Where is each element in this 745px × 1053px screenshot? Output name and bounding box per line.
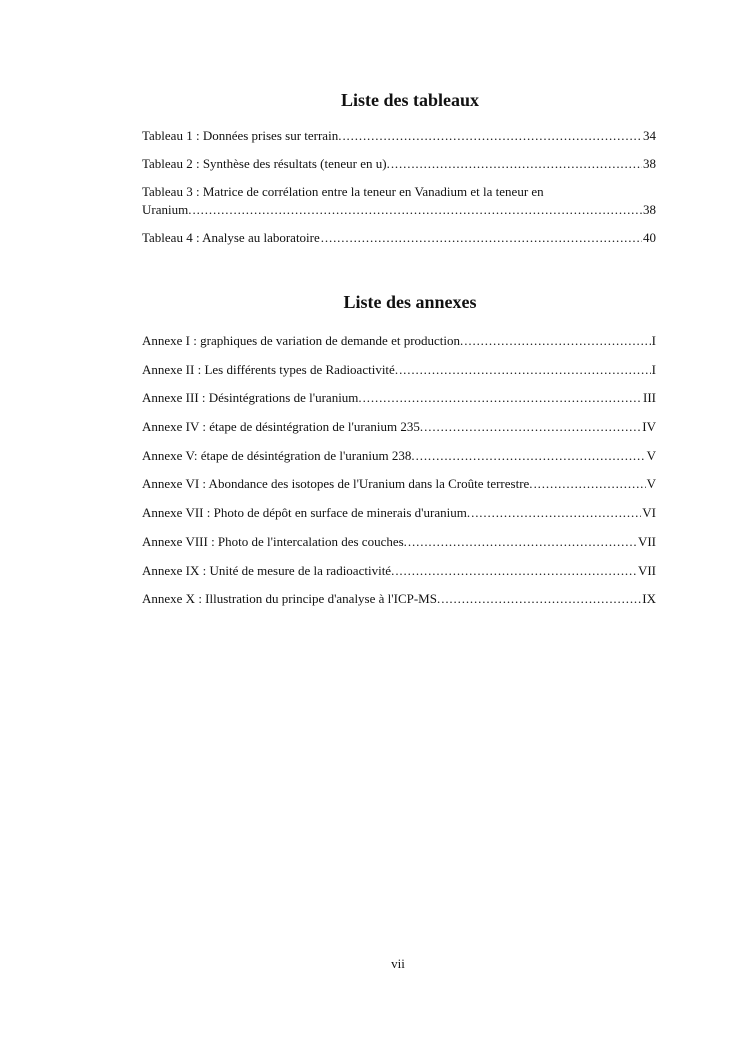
annexes-list xyxy=(142,332,656,619)
toc-entry-label: Annexe III : Désintégrations de l'uranium. xyxy=(142,390,362,406)
toc-entry-annexe-4[interactable] xyxy=(142,418,656,436)
toc-entry-page: VI xyxy=(642,505,656,521)
toc-entry-annexe-2[interactable] xyxy=(142,361,656,379)
annexes-list-title: Liste des annexes xyxy=(343,292,477,312)
toc-entry-page: III xyxy=(643,390,656,406)
toc-entry-page: V xyxy=(646,476,656,492)
toc-entry-label: Uranium. xyxy=(142,202,192,217)
toc-entry-annexe-10[interactable] xyxy=(142,590,656,608)
toc-entry-annexe-6[interactable] xyxy=(142,475,656,493)
dot-leader xyxy=(534,475,646,493)
toc-entry-label: Annexe VII : Photo de dépôt en surface de minerais d'uranium. xyxy=(142,505,471,521)
toc-entry-tableau-1[interactable] xyxy=(142,127,656,145)
dot-leader xyxy=(321,229,642,247)
toc-entry-annexe-9[interactable] xyxy=(142,562,656,580)
toc-entry-annexe-8[interactable] xyxy=(142,533,656,551)
dot-leader xyxy=(441,590,641,608)
dot-leader xyxy=(424,418,641,436)
toc-entry-page: V xyxy=(646,447,656,463)
toc-entry-label: Annexe V: étape de désintégration de l'uranium 238. xyxy=(142,447,415,463)
toc-entry-label: Annexe VI : Abondance des isotopes de l'Uranium dans la Croûte terrestre. xyxy=(142,476,533,492)
toc-entry-label: Tableau 4 : Analyse au laboratoire xyxy=(142,230,320,245)
dot-leader xyxy=(464,332,650,350)
page-number: vii xyxy=(391,956,405,971)
toc-entry-tableau-2[interactable] xyxy=(142,155,656,173)
toc-entry-annexe-7[interactable] xyxy=(142,504,656,522)
toc-entry-label: Annexe II : Les différents types de Radioactivité. xyxy=(142,361,399,377)
dot-leader xyxy=(342,127,642,145)
toc-entry-label: Tableau 2 : Synthèse des résultats (teneur en u). xyxy=(142,156,390,171)
toc-entry-annexe-1[interactable] xyxy=(142,332,656,350)
dot-leader xyxy=(192,201,642,219)
toc-entry-tableau-4[interactable] xyxy=(142,229,656,247)
toc-entry-page: VII xyxy=(637,533,656,549)
toc-entry-tableau-3[interactable] xyxy=(142,183,656,219)
toc-entry-page: 40 xyxy=(643,230,656,245)
toc-entry-page: 34 xyxy=(643,128,656,143)
toc-entry-label: Annexe I : graphiques de variation de demande et production. xyxy=(142,333,464,348)
toc-entry-page: IV xyxy=(642,419,656,435)
dot-leader xyxy=(399,361,651,379)
toc-entry-page: IX xyxy=(642,591,656,607)
toc-entry-label: Annexe IV : étape de désintégration de l'uranium 235. xyxy=(142,419,424,435)
toc-entry-page: 38 xyxy=(643,156,656,171)
toc-entry-page: I xyxy=(651,361,656,377)
toc-entry-annexe-3[interactable] xyxy=(142,389,656,407)
dot-leader xyxy=(408,533,637,551)
dot-leader xyxy=(395,562,637,580)
tables-list xyxy=(142,127,656,257)
toc-entry-label: Tableau 1 : Données prises sur terrain. xyxy=(142,128,342,143)
toc-entry-page: I xyxy=(651,333,656,348)
dot-leader xyxy=(363,389,642,407)
tables-list-title: Liste des tableaux xyxy=(340,90,479,110)
dot-leader xyxy=(416,447,646,465)
toc-entry-label: Annexe X : Illustration du principe d'analyse à l'ICP-MS. xyxy=(142,591,441,607)
toc-entry-page: VII xyxy=(637,562,656,578)
toc-entry-label: Annexe IX : Unité de mesure de la radioactivité. xyxy=(142,562,395,578)
toc-entry-page: 38 xyxy=(643,202,656,217)
dot-leader xyxy=(471,504,641,522)
dot-leader xyxy=(391,155,642,173)
toc-entry-annexe-5[interactable] xyxy=(142,447,656,465)
toc-entry-label: Annexe VIII : Photo de l'intercalation des couches. xyxy=(142,533,407,549)
toc-entry-label-line1: Tableau 3 : Matrice de corrélation entre la teneur en Vanadium et la teneur en xyxy=(142,184,544,199)
